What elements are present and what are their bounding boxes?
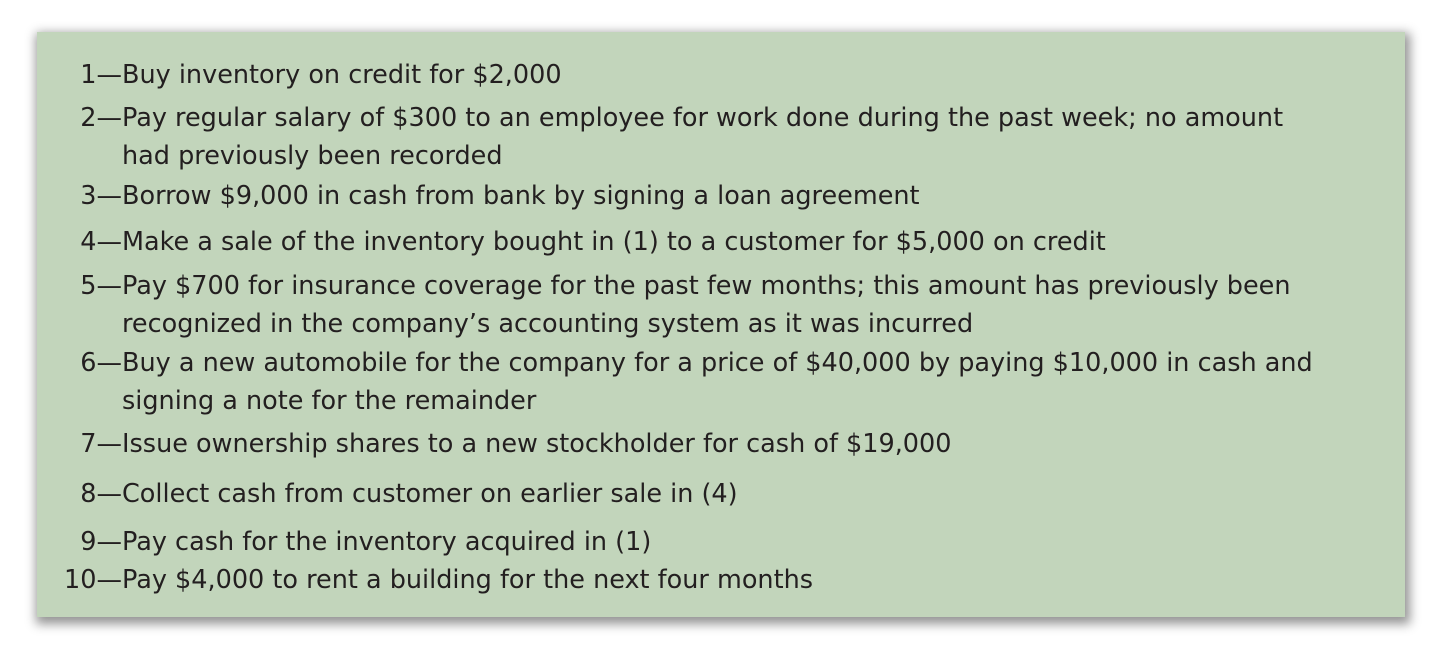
item-text: Pay $4,000 to rent a building for the next four months bbox=[122, 565, 814, 595]
list-item bbox=[37, 99, 1397, 175]
item-text: Issue ownership shares to a new stockholder for cash of $19,000 bbox=[122, 429, 952, 459]
item-text: Make a sale of the inventory bought in (1) to a customer for $5,000 on credit bbox=[122, 227, 1106, 257]
list-item bbox=[37, 561, 1397, 599]
list-item bbox=[37, 523, 1397, 561]
list-item bbox=[37, 223, 1397, 261]
item-number: 4— bbox=[80, 227, 122, 257]
item-text: Pay $700 for insurance coverage for the past few months; this amount has previously been recognized in the company’s accounting system as it was incurred bbox=[122, 271, 1291, 339]
item-text: Collect cash from customer on earlier sale in (4) bbox=[122, 479, 738, 509]
item-number: 2— bbox=[80, 103, 122, 133]
transaction-list-panel bbox=[37, 32, 1405, 617]
item-text: Borrow $9,000 in cash from bank by signing a loan agreement bbox=[122, 181, 920, 211]
item-number: 5— bbox=[80, 271, 122, 301]
item-text: Buy inventory on credit for $2,000 bbox=[122, 60, 562, 90]
item-text: Pay regular salary of $300 to an employee for work done during the past week; no amount had previously been recorded bbox=[122, 103, 1284, 171]
item-text: Pay cash for the inventory acquired in (1) bbox=[122, 527, 652, 557]
item-number: 8— bbox=[80, 479, 122, 509]
list-item bbox=[37, 56, 1397, 94]
list-item bbox=[37, 267, 1397, 343]
list-item bbox=[37, 177, 1397, 215]
item-number: 1— bbox=[80, 60, 122, 90]
item-number: 7— bbox=[80, 429, 122, 459]
item-number: 6— bbox=[80, 348, 122, 378]
list-item bbox=[37, 425, 1397, 463]
list-item bbox=[37, 344, 1397, 420]
item-number: 3— bbox=[80, 181, 122, 211]
item-number: 10— bbox=[64, 565, 122, 595]
item-text: Buy a new automobile for the company for a price of $40,000 by paying $10,000 in cash and signing a note for the remainder bbox=[122, 348, 1313, 416]
list-item bbox=[37, 475, 1397, 513]
item-number: 9— bbox=[80, 527, 122, 557]
